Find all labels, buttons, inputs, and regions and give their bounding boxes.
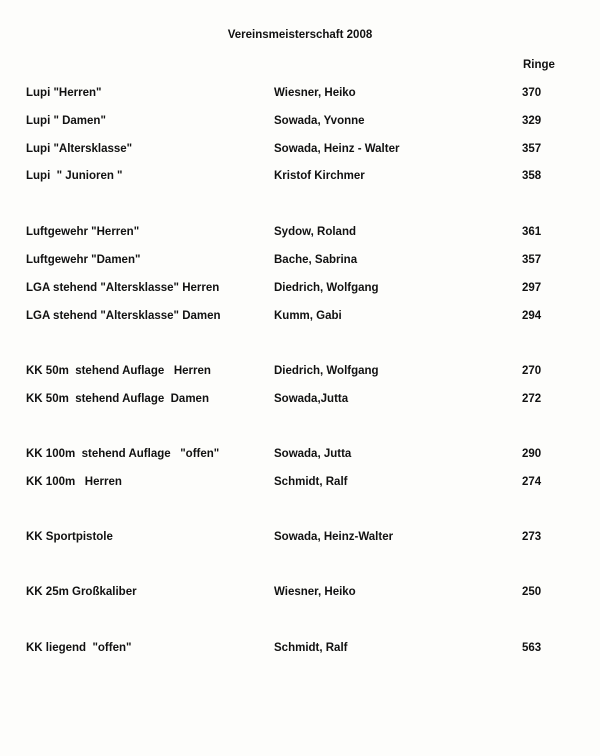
category-label: Lupi " Damen" xyxy=(26,115,106,127)
score-value: 250 xyxy=(522,586,542,598)
category-label: KK 100m stehend Auflage "offen" xyxy=(26,448,220,460)
score-value: 329 xyxy=(522,115,542,127)
score-column-header: Ringe xyxy=(523,59,555,71)
score-value: 563 xyxy=(522,642,542,654)
result-row xyxy=(0,170,600,186)
shooter-name: Diedrich, Wolfgang xyxy=(274,282,379,294)
shooter-name: Wiesner, Heiko xyxy=(274,586,356,598)
score-value: 357 xyxy=(522,254,542,266)
category-label: KK 50m stehend Auflage Damen xyxy=(26,393,209,405)
score-value: 297 xyxy=(522,282,542,294)
shooter-name: Sowada,Jutta xyxy=(274,393,349,405)
score-value: 272 xyxy=(522,393,542,405)
shooter-name: Diedrich, Wolfgang xyxy=(274,365,379,377)
score-value: 357 xyxy=(522,143,542,155)
score-value: 294 xyxy=(522,310,542,322)
shooter-name: Sowada, Yvonne xyxy=(274,115,365,127)
result-row xyxy=(0,254,600,270)
category-label: KK 50m stehend Auflage Herren xyxy=(26,365,211,377)
shooter-name: Sowada, Jutta xyxy=(274,448,352,460)
result-row xyxy=(0,310,600,326)
shooter-name: Schmidt, Ralf xyxy=(274,476,348,488)
category-label: Lupi " Junioren " xyxy=(26,170,123,182)
result-row xyxy=(0,143,600,159)
category-label: KK Sportpistole xyxy=(26,531,113,543)
shooter-name: Kumm, Gabi xyxy=(274,310,342,322)
shooter-name: Wiesner, Heiko xyxy=(274,87,356,99)
score-value: 290 xyxy=(522,448,542,460)
shooter-name: Sowada, Heinz-Walter xyxy=(274,531,394,543)
shooter-name: Sowada, Heinz - Walter xyxy=(274,143,400,155)
result-row xyxy=(0,87,600,103)
score-value: 370 xyxy=(522,87,542,99)
result-row xyxy=(0,448,600,464)
category-label: LGA stehend "Altersklasse" Herren xyxy=(26,282,220,294)
result-row xyxy=(0,642,600,658)
result-row xyxy=(0,393,600,409)
result-row xyxy=(0,282,600,298)
result-row xyxy=(0,365,600,381)
page-title: Vereinsmeisterschaft 2008 xyxy=(227,29,373,41)
shooter-name: Bache, Sabrina xyxy=(274,254,358,266)
category-label: Lupi "Herren" xyxy=(26,87,102,99)
category-label: LGA stehend "Altersklasse" Damen xyxy=(26,310,221,322)
score-value: 358 xyxy=(522,170,542,182)
shooter-name: Kristof Kirchmer xyxy=(274,170,365,182)
shooter-name: Schmidt, Ralf xyxy=(274,642,348,654)
result-row xyxy=(0,586,600,602)
score-value: 273 xyxy=(522,531,542,543)
shooter-name: Sydow, Roland xyxy=(274,226,356,238)
result-row xyxy=(0,531,600,547)
category-label: KK 25m Großkaliber xyxy=(26,586,137,598)
score-value: 361 xyxy=(522,226,542,238)
category-label: Lupi "Altersklasse" xyxy=(26,143,133,155)
result-row xyxy=(0,115,600,131)
category-label: KK liegend "offen" xyxy=(26,642,132,654)
category-label: KK 100m Herren xyxy=(26,476,122,488)
score-value: 274 xyxy=(522,476,542,488)
result-row xyxy=(0,476,600,492)
result-row xyxy=(0,226,600,242)
category-label: Luftgewehr "Damen" xyxy=(26,254,141,266)
category-label: Luftgewehr "Herren" xyxy=(26,226,140,238)
score-value: 270 xyxy=(522,365,542,377)
